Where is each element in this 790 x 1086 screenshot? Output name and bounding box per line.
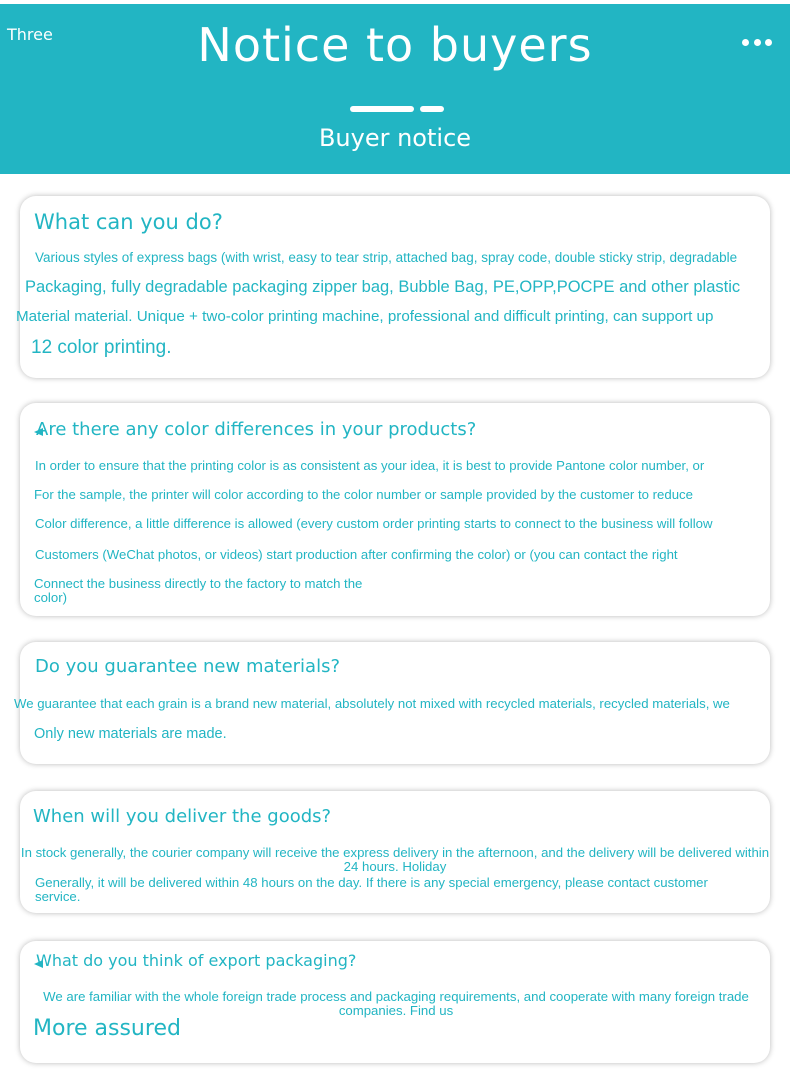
header [0,4,790,174]
faq-question: What do you think of export packaging? [36,951,357,970]
faq-answer-line: In stock generally, the courier company will receive the express delivery in the afternoon, and the delivery will be delivered within 24 hours. Holiday [20,845,770,874]
faq-answer-line: Only new materials are made. [34,726,227,742]
faq-answer-line: Material material. Unique + two-color printing machine, professional and difficult printing, can support up [16,308,714,325]
page-subtitle: Buyer notice [318,124,472,152]
faq-question: When will you deliver the goods? [33,806,332,827]
faq-answer-line: Customers (WeChat photos, or videos) start production after confirming the color) or (you can contact the right [35,547,678,562]
faq-answer-line: More assured [33,1016,181,1041]
header-corner-label: Three [7,25,53,44]
faq-card-color-differences [20,403,770,616]
faq-answer-line: Packaging, fully degradable packaging zipper bag, Bubble Bag, PE,OPP,POCPE and other plastic [25,278,741,296]
faq-question: Do you guarantee new materials? [35,656,341,677]
faq-question: What can you do? [34,210,223,234]
faq-answer-line: We are familiar with the whole foreign trade process and packaging requirements, and cooperate with many foreign trade companies. Find us [43,989,749,1018]
faq-answer-line: Various styles of express bags (with wrist, easy to tear strip, attached bag, spray code, double sticky strip, degradable [35,250,738,265]
faq-question: Are there any color differences in your products? [36,419,477,440]
faq-answer-line: Connect the business directly to the factory to match the color) [34,576,363,605]
faq-card-what-can-you-do [16,196,770,378]
faq-answer-line: Color difference, a little difference is allowed (every custom order printing starts to connect to the business will follow [35,516,713,531]
page-title: Notice to buyers [197,18,593,72]
faq-answer-line: 12 color printing. [31,337,172,358]
faq-answer-line: Generally, it will be delivered within 48 hours on the day. If there is any special emergency, please contact customer service. [35,875,708,904]
faq-card-new-materials [14,642,770,764]
more-dots-icon[interactable] [742,36,772,48]
faq-answer-line: We guarantee that each grain is a brand new material, absolutely not mixed with recycled materials, recycled materials, we [14,696,730,711]
faq-card-delivery [20,791,770,913]
faq-answer-line: In order to ensure that the printing color is as consistent as your idea, it is best to provide Pantone color number, or [35,458,705,473]
faq-answer-line: For the sample, the printer will color according to the color number or sample provided by the customer to reduce [34,487,693,502]
header-decoration-bars [350,106,450,112]
faq-card-export-packaging [20,941,770,1063]
